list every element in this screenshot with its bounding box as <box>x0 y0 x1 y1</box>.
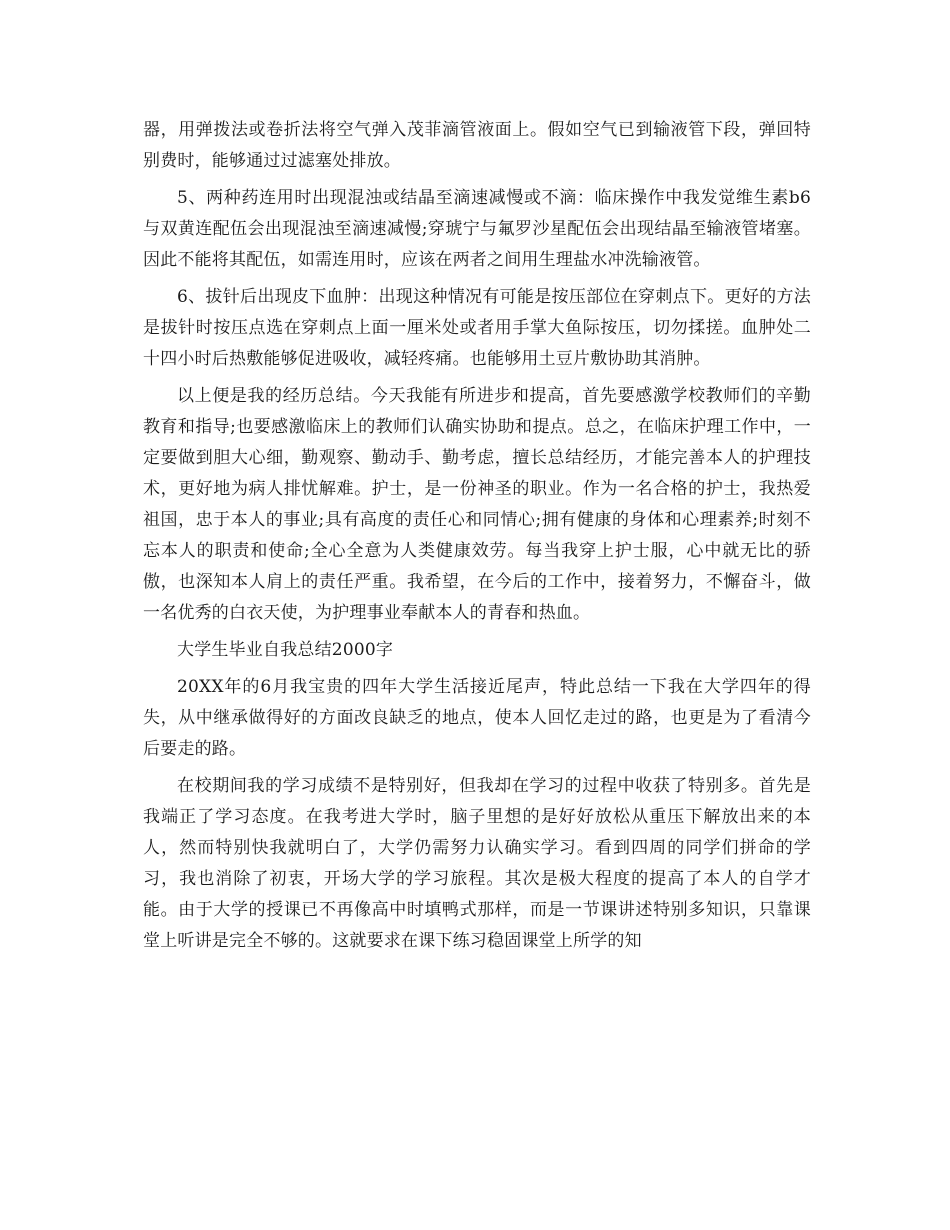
paragraph-item-6-hematoma: 6、拔针后出现皮下血肿：出现这种情况有可能是按压部位在穿刺点下。更好的方法是拔针时按压点选在穿刺点上面一厘米处或者用手掌大鱼际按压，切勿揉搓。血肿处二十四小时后热敷能够促进吸收，减轻疼痛。也能够用土豆片敷协助其消肿。 <box>143 287 811 369</box>
paragraph-study-reflection: 在校期间我的学习成绩不是特别好，但我却在学习的过程中收获了特别多。首先是我端正了学习态度。在我考进大学时，脑子里想的是好好放松从重压下解放出来的本人，然而特别快我就明白了，大学仍需努力认确实学习。看到四周的同学们拼命的学习，我也消除了初衷，开场大学的学习旅程。其次是极大程度的提高了本人的自学才能。由于大学的授课已不再像高中时填鸭式那样，而是一节课讲述特别多知识，只靠课堂上听讲是完全不够的。这就要求在课下练习稳固课堂上所学的知 <box>143 776 811 951</box>
paragraph-experience-summary: 以上便是我的经历总结。今天我能有所进步和提高，首先要感激学校教师们的辛勤教育和指导;也要感激临床上的教师们认确实协助和提点。总之，在临床护理工作中，一定要做到胆大心细，勤观察、勤动手、勤考虑，擅长总结经历，才能完善本人的护理技术，更好地为病人排忧解难。护士，是一份神圣的职业。作为一名合格的护士，我热爱祖国，忠于本人的事业;具有高度的责任心和同情心;拥有健康的身体和心理素养;时刻不忘本人的职责和使命;全心全意为人类健康效劳。每当我穿上护士服，心中就无比的骄傲，也深知本人肩上的责任严重。我希望，在今后的工作中，接着努力，不懈奋斗，做一名优秀的白衣天使，为护理事业奉献本人的青春和热血。 <box>143 386 811 623</box>
paragraph-air-bubble-continuation: 器，用弹拨法或卷折法将空气弹入茂菲滴管液面上。假如空气已到输液管下段，弹回特别费时，能够通过过滤塞处排放。 <box>143 120 811 171</box>
section-heading: 大学生毕业自我总结2000字 <box>177 640 394 660</box>
paragraph-item-5-drug-mixing: 5、两种药连用时出现混浊或结晶至滴速减慢或不滴：临床操作中我发觉维生素b6与双黄连配伍会出现混浊至滴速减慢;穿琥宁与氟罗沙星配伍会出现结晶至输液管堵塞。因此不能将其配伍，如需连用时，应该在两者之间用生理盐水冲洗输液管。 <box>143 188 811 270</box>
paragraph-graduation-intro: 20XX年的6月我宝贵的四年大学生活接近尾声，特此总结一下我在大学四年的得失，从中继承做得好的方面改良缺乏的地点，使本人回忆走过的路，也更是为了看清今后要走的路。 <box>143 677 811 759</box>
document-body <box>143 115 811 957</box>
